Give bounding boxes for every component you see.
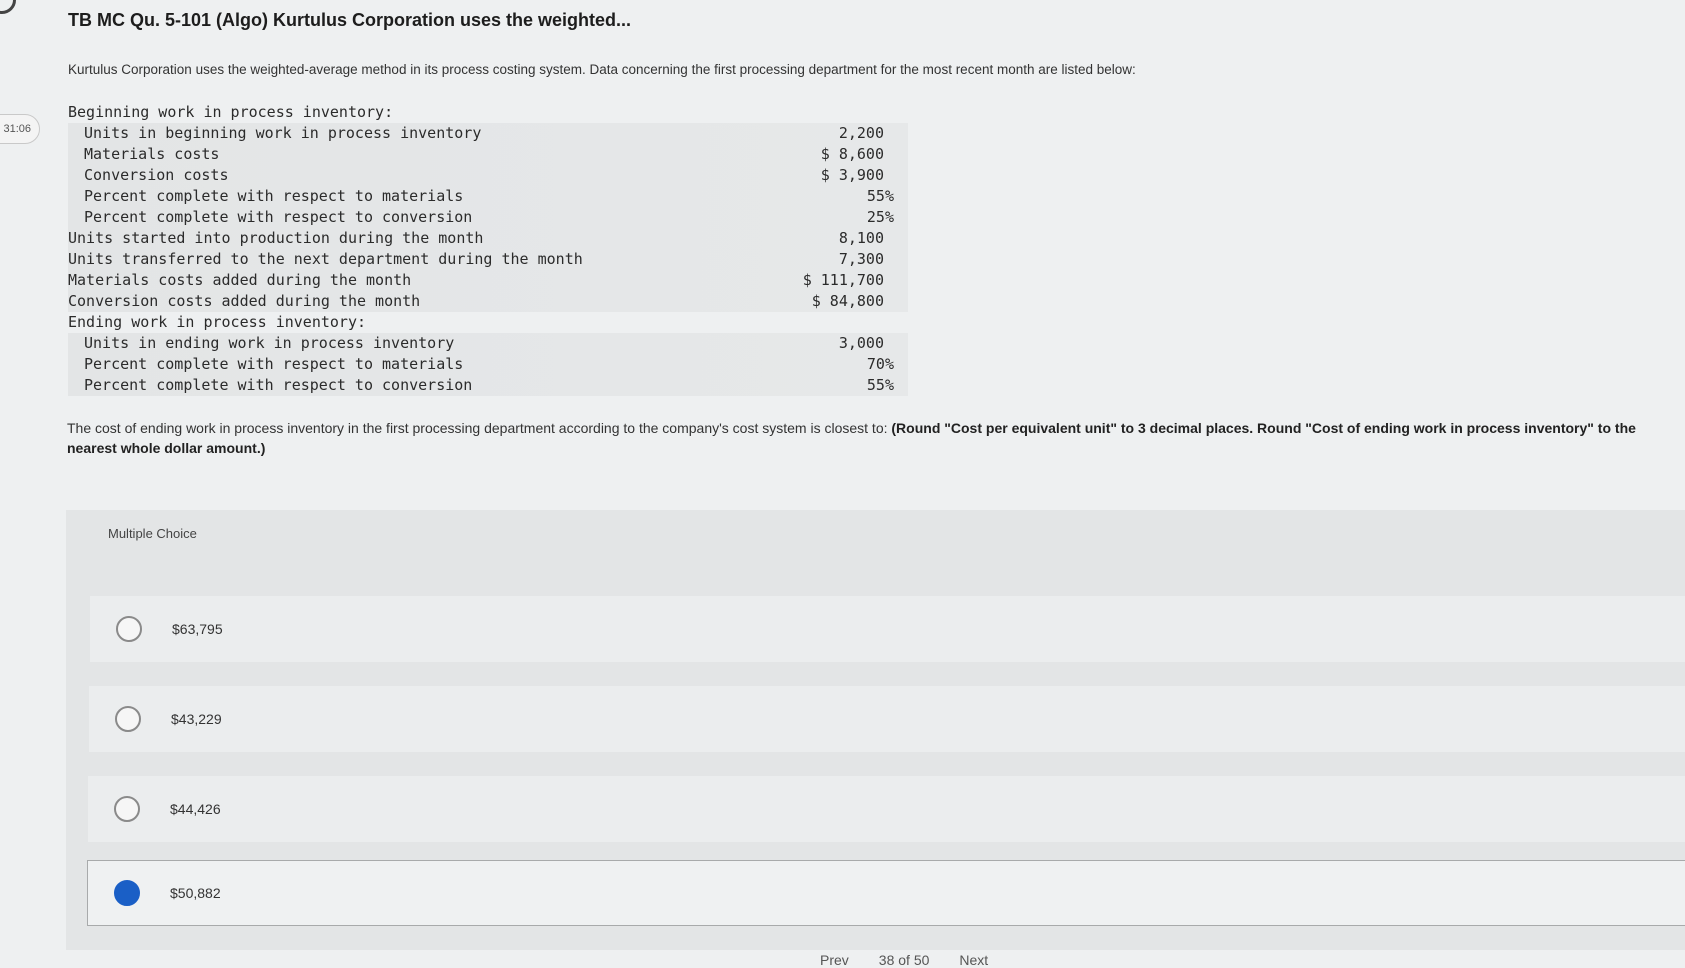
row-label: Percent complete with respect to materials	[84, 355, 464, 373]
timer-text: 31:06	[3, 123, 31, 135]
row-value: 7,300	[838, 250, 884, 268]
option-b-text: $43,229	[171, 711, 222, 727]
question-intro: Kurtulus Corporation uses the weighted-average method in its process costing system. Data concerning the first processing department for the most recent month are listed below:	[68, 62, 1136, 77]
row-value: $ 3,900	[820, 166, 884, 184]
prev-button[interactable]: Prev	[820, 952, 849, 968]
rounding-instruction: (Round "Cost per equivalent unit" to 3 decimal places. Round "Cost of ending work in process inventory" to the nearest whole dollar amount.)	[67, 420, 1636, 456]
row-label: Units in beginning work in process inventory	[84, 124, 482, 142]
table-row	[68, 207, 908, 228]
table-row	[68, 228, 908, 249]
row-value: $ 8,600	[820, 145, 884, 163]
option-b[interactable]	[89, 686, 1685, 752]
table-row	[68, 123, 908, 144]
row-label: Conversion costs	[84, 166, 229, 184]
table-row	[68, 312, 908, 333]
row-label: Units transferred to the next department during the month	[68, 250, 583, 268]
radio-button-icon[interactable]	[116, 616, 142, 642]
table-row	[68, 291, 908, 312]
table-row	[68, 270, 908, 291]
row-label: Materials costs	[84, 145, 220, 163]
option-d[interactable]	[87, 860, 1685, 926]
row-value: 3,000	[838, 334, 884, 352]
radio-button-icon[interactable]	[114, 796, 140, 822]
timer-badge	[0, 114, 40, 144]
table-row	[68, 249, 908, 270]
table-row	[68, 165, 908, 186]
option-a[interactable]	[90, 596, 1685, 662]
row-value: 25%	[866, 208, 894, 226]
row-value: $ 111,700	[802, 271, 884, 289]
table-row	[68, 333, 908, 354]
table-row	[68, 375, 908, 396]
refresh-icon	[0, 0, 16, 14]
table-row	[68, 186, 908, 207]
row-value: 2,200	[838, 124, 884, 142]
row-label: Units started into production during the month	[68, 229, 484, 247]
option-a-text: $63,795	[172, 621, 223, 637]
option-d-text: $50,882	[170, 885, 221, 901]
row-label: Units in ending work in process inventory	[84, 334, 455, 352]
row-value: 8,100	[838, 229, 884, 247]
question-text	[67, 418, 1677, 458]
page-indicator[interactable]: 38 of 50	[878, 952, 930, 968]
question-body: The cost of ending work in process inventory in the first processing department according to the company's cost system is closest to:	[67, 420, 892, 436]
row-label: Percent complete with respect to conversion	[84, 208, 473, 226]
data-table	[68, 102, 908, 396]
row-label: Ending work in process inventory:	[68, 313, 367, 331]
row-value: 70%	[866, 355, 894, 373]
option-c-text: $44,426	[170, 801, 221, 817]
row-label: Percent complete with respect to materials	[84, 187, 464, 205]
option-c[interactable]	[88, 776, 1685, 842]
row-value: 55%	[866, 187, 894, 205]
page-title: TB MC Qu. 5-101 (Algo) Kurtulus Corporation uses the weighted...	[68, 10, 632, 30]
row-label: Conversion costs added during the month	[68, 292, 421, 310]
radio-button-icon[interactable]	[115, 706, 141, 732]
row-label: Percent complete with respect to conversion	[84, 376, 473, 394]
next-button[interactable]: Next	[959, 952, 989, 968]
row-value: 55%	[866, 376, 894, 394]
radio-button-selected-icon[interactable]	[114, 880, 140, 906]
row-value: $ 84,800	[811, 292, 884, 310]
row-label: Beginning work in process inventory:	[68, 103, 394, 121]
table-row	[68, 144, 908, 165]
row-label: Materials costs added during the month	[68, 271, 412, 289]
table-row	[68, 102, 908, 123]
pagination	[820, 952, 988, 968]
table-row	[68, 354, 908, 375]
multiple-choice-label: Multiple Choice	[108, 526, 197, 541]
